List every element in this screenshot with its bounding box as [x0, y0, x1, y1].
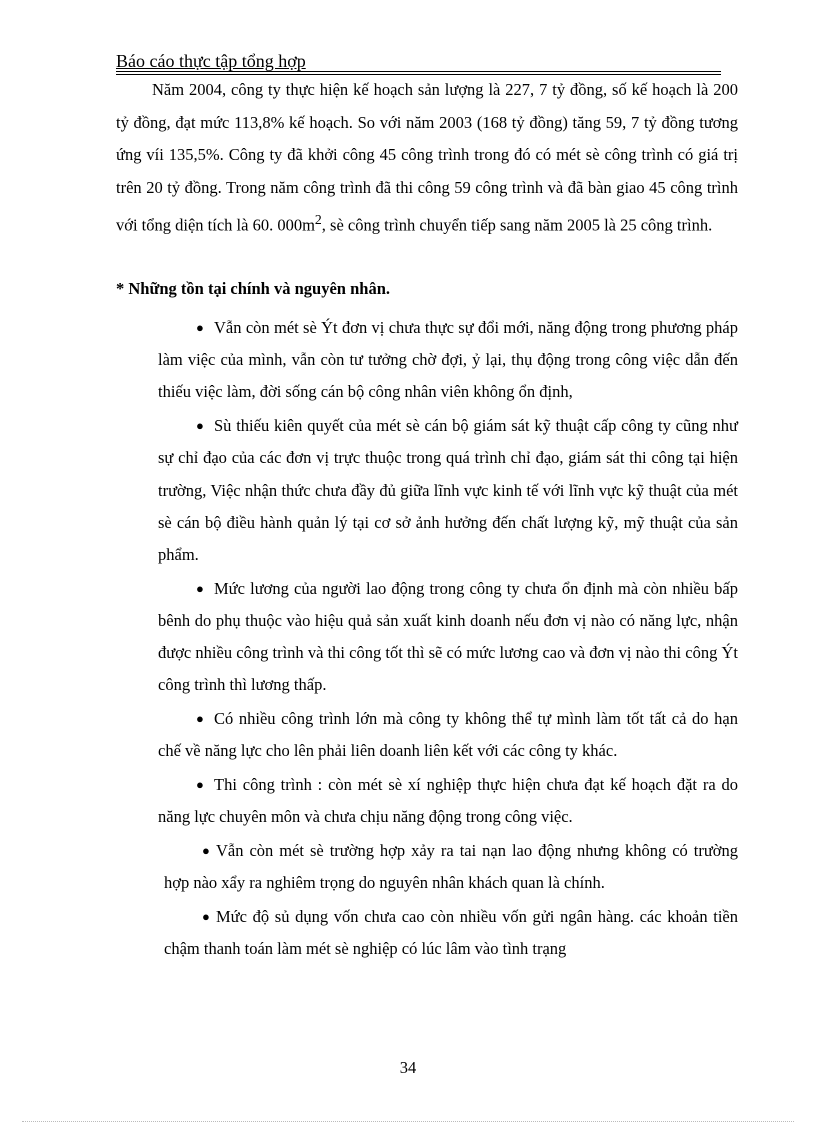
bullet-dot-icon: ●: [202, 908, 210, 924]
page-header: [116, 50, 721, 72]
list-item: ● Vẫn còn mét sè Ýt đơn vị chưa thực sự đổi mới, năng động trong phương pháp làm việc của mình, vẫn còn tư tưởng chờ đợi, ỷ lại, thụ động trong công việc dẫn đến thiếu việc làm, đời sống cán bộ công nhân viên không ổn định,: [158, 312, 738, 409]
issues-list: [158, 312, 738, 967]
bullet-dot-icon: ●: [196, 710, 204, 726]
intro-paragraph: Năm 2004, công ty thực hiện kế hoạch sản lượng là 227, 7 tỷ đồng, số kế hoạch là 200 tỷ đồng, đạt mức 113,8% kế hoạch. So với năm 2003 (168 tỷ đồng) tăng 59, 7 tỷ đồng tương ứng víi 135,5%. Công ty đã khởi công 45 công trình trong đó có mét sè công trình có giá trị trên 20 tỷ đồng. Trong năm công trình đã thi công 59 công trình và đã bàn giao 45 công trình với tổng diện tích là 60. $000m^2$, sè công trình chuyển tiếp sang năm 2005 là 25 công trình.: [116, 80, 738, 235]
bullet-dot-icon: ●: [196, 418, 204, 434]
bullet-dot-icon: ●: [196, 580, 204, 596]
list-item: ● Vẫn còn mét sè trường hợp xảy ra tai nạn lao động nhưng không có trường hợp nào xẩy ra nghiêm trọng do nguyên nhân khách quan là chính.: [164, 835, 738, 899]
bullet-dot-icon: ●: [202, 842, 210, 858]
page-number: 34: [399, 1058, 417, 1077]
list-item: ● Thi công trình : còn mét sè xí nghiệp thực hiện chưa đạt kế hoạch đặt ra do năng lực chuyên môn và chưa chịu năng động trong công việc.: [158, 769, 738, 833]
list-item: ● Có nhiều công trình lớn mà công ty không thể tự mình làm tốt tất cả do hạn chế về năng lực cho lên phải liên doanh liên kết với các công ty khác.: [158, 703, 738, 767]
list-item: ● Mức độ sủ dụng vốn chưa cao còn nhiều vốn gửi ngân hàng. các khoản tiền chậm thanh toán làm mét sè nghiệp có lúc lâm vào tình trạng: [164, 901, 738, 965]
list-item: ● Mức lương của người lao động trong công ty chưa ổn định mà còn nhiều bấp bênh do phụ thuộc vào hiệu quả sản xuất kinh doanh nếu đơn vị nào có năng lực, nhận được nhiều công trình và thi công tốt thì sẽ có mức lương cao và đơn vị nào thi công Ýt công trình thì lương thấp.: [158, 573, 738, 702]
section-heading: * Những tồn tại chính và nguyên nhân.: [116, 279, 390, 298]
header-rule: [116, 71, 721, 72]
bullet-dot-icon: ●: [196, 320, 204, 335]
bullet-dot-icon: ●: [196, 776, 204, 792]
area-superscript: 2: [314, 212, 322, 227]
list-item: ● Sù thiếu kiên quyết của mét sè cán bộ giám sát kỹ thuật cấp công ty cũng như sự chỉ đạo của các đơn vị trực thuộc trong quá trình chỉ đạo, giám sát thi công tại hiện trường, Việc nhận thức chưa đầy đủ giữa lĩnh vực kinh tế với lĩnh vực kỹ thuật của mét sè cán bộ điều hành quản lý tại cơ sở ảnh hưởng đến chất lượng kỹ, mỹ thuật của sản phẩm.: [158, 410, 738, 571]
header-title: Báo cáo thực tập tổng hợp: [116, 51, 306, 71]
page-bottom-border: [22, 1121, 794, 1122]
